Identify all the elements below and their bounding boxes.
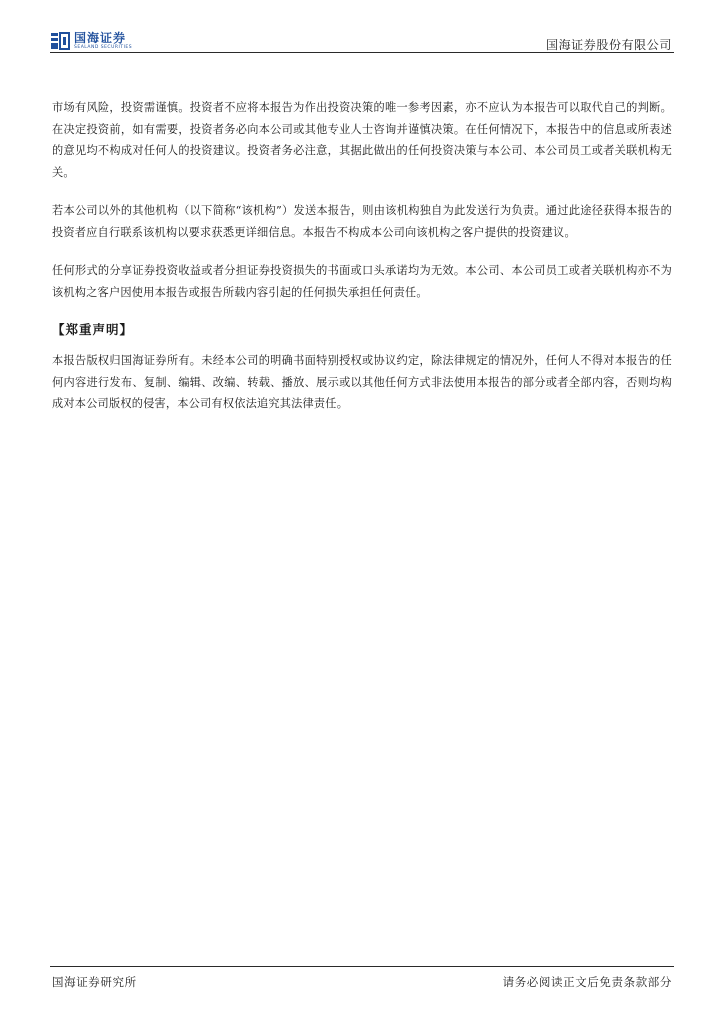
logo-text [74,32,132,51]
page-header [0,0,724,56]
footer-institute: 国海证券研究所 [52,975,137,989]
copyright-statement: 本报告版权归国海证券所有。未经本公司的明确书面特别授权或协议约定，除法律规定的情况外，任何人不得对本报告的任何内容进行发布、复制、编辑、改编、转载、播放、展示或以其他任何方式非法使用本报告的部分或者全部内容，否则均构成对本公司版权的侵害，本公司有权依法追究其法律责任。 [52,354,672,410]
no-guarantee-paragraph: 任何形式的分享证券投资收益或者分担证券投资损失的书面或口头承诺均为无效。本公司、本公司员工或者关联机构亦不为该机构之客户因使用本报告或报告所载内容引起的任何损失承担任何责任。 [52,264,672,299]
header-divider [50,52,674,53]
sealand-logo-icon [50,31,70,51]
risk-paragraph: 市场有风险，投资需谨慎。投资者不应将本报告为作出投资决策的唯一参考因素，亦不应认为本报告可以取代自己的判断。在决定投资前，如有需要，投资者务必向本公司或其他专业人士咨询并谨慎决策。在任何情况下，本报告中的信息或所表述的意见均不构成对任何人的投资建议。投资者务必注意，其据此做出的任何投资决策与本公司、本公司员工或者关联机构无关。 [52,101,672,179]
logo-chinese-name: 国海证券 [74,30,127,45]
disclaimer-content [52,97,672,432]
third-party-paragraph: 若本公司以外的其他机构（以下简称“该机构”）发送本报告，则由该机构独自为此发送行为负责。通过此途径获得本报告的投资者应自行联系该机构以要求获悉更详细信息。本报告不构成本公司向该机构之客户提供的投资建议。 [52,204,672,239]
company-name: 国海证券股份有限公司 [545,38,672,52]
footer-disclaimer-note: 请务必阅读正文后免责条款部分 [502,975,672,989]
section-title: 【郑重声明】 [52,322,134,337]
logo-english-name: SEALAND SECURITIES [74,44,133,50]
company-logo [50,30,132,52]
footer-divider [50,966,674,967]
